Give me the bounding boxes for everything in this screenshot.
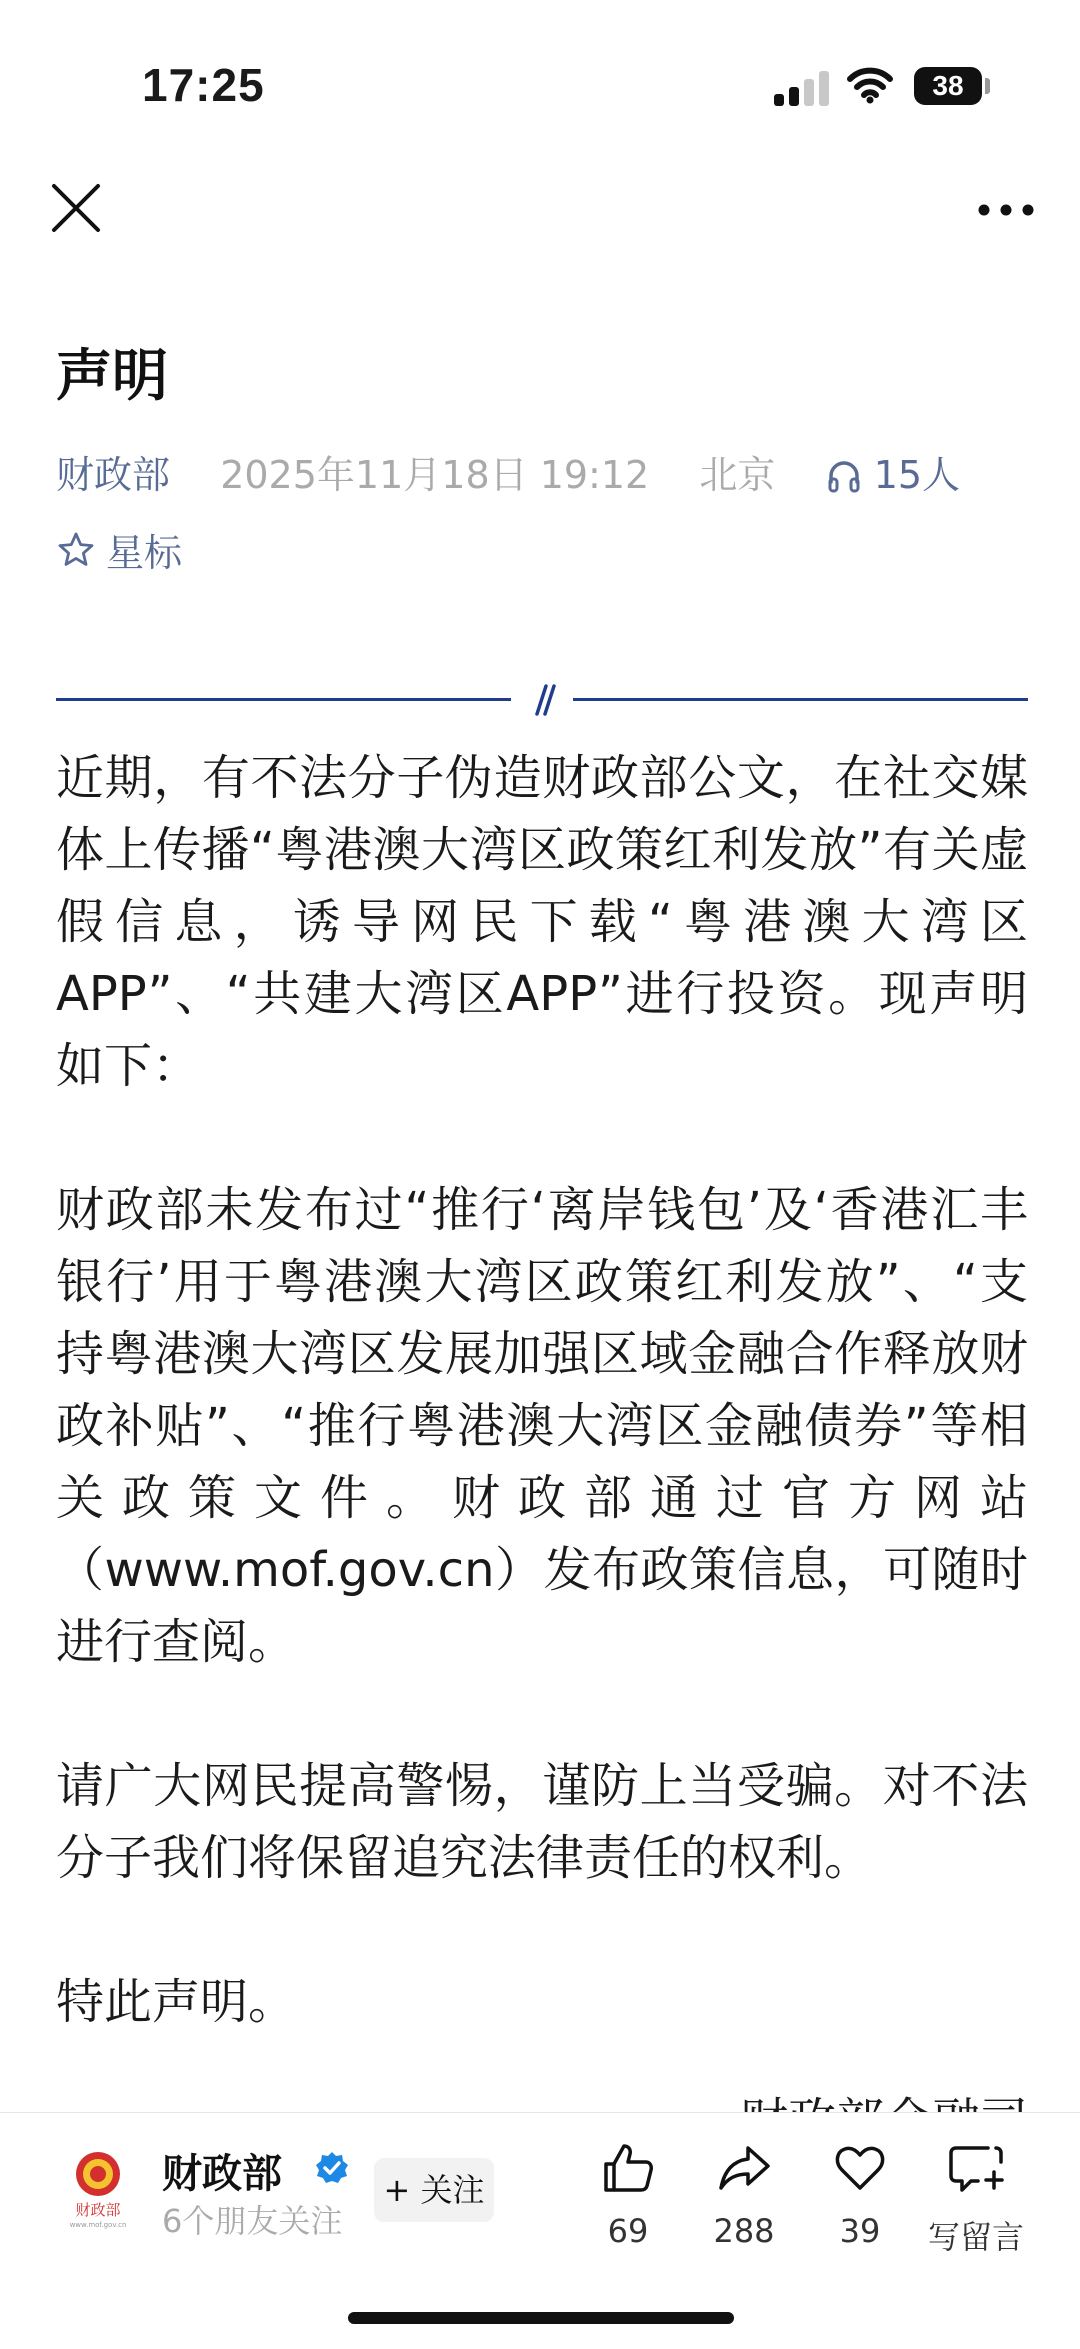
close-icon xyxy=(48,180,104,236)
listener-count: 15人 xyxy=(873,453,961,497)
headphones-icon xyxy=(826,458,862,494)
divider-line-right xyxy=(573,698,1028,701)
article-title: 声明 xyxy=(56,344,168,409)
comment-label: 写留言 xyxy=(927,2218,1024,2256)
share-button[interactable] xyxy=(684,2138,804,2250)
like-count: 69 xyxy=(607,2212,649,2250)
battery-cap xyxy=(985,78,990,94)
status-time: 17:25 xyxy=(142,59,265,111)
close-button[interactable] xyxy=(48,180,104,236)
more-button[interactable] xyxy=(976,192,1036,228)
article-meta xyxy=(56,444,960,499)
author-link[interactable]: 财政部 xyxy=(56,453,171,497)
account-logo[interactable] xyxy=(62,2148,134,2230)
heart-icon xyxy=(800,2138,920,2198)
article-body xyxy=(56,742,1028,2110)
paragraph: 近期，有不法分子伪造财政部公文，在社交媒体上传播“粤港澳大湾区政策红利发放”有关虚假信息，诱导网民下载“粤港澳大湾区APP”、“共建大湾区APP”进行投资。现声明如下： xyxy=(56,750,1028,1094)
paragraph: 特此声明。 xyxy=(56,1974,297,2030)
star-label: 星标 xyxy=(106,531,183,575)
home-indicator[interactable] xyxy=(348,2312,734,2324)
thumbs-up-icon xyxy=(568,2138,688,2198)
comment-button[interactable] xyxy=(916,2138,1036,2258)
friends-following: 6个朋友关注 xyxy=(162,2202,343,2240)
cellular-signal-icon xyxy=(774,70,830,106)
like-button[interactable] xyxy=(568,2138,688,2250)
battery-icon: 38 xyxy=(914,67,982,105)
paragraph: 请广大网民提高警惕，谨防上当受骗。对不法分子我们将保留追究法律责任的权利。 xyxy=(56,1758,1028,1886)
comment-icon xyxy=(916,2138,1036,2198)
wifi-icon xyxy=(846,66,894,108)
more-icon xyxy=(976,192,1036,228)
logo-text: 财政部 xyxy=(75,2201,121,2219)
star-button[interactable] xyxy=(56,522,182,577)
divider-slash-icon xyxy=(524,680,560,720)
share-count: 288 xyxy=(713,2212,775,2250)
paragraph: 财政部未发布过“推行‘离岸钱包’及‘香港汇丰银行’用于粤港澳大湾区政策红利发放”、“支持粤港澳大湾区发展加强区域金融合作释放财政补贴”、“推行粤港澳大湾区金融债券”等相关政策文件。财政部通过官方网站（www.mof.gov.cn）发布政策信息，可随时进行查阅。 xyxy=(56,1182,1028,1670)
divider-line-left xyxy=(56,698,511,701)
account-name[interactable]: 财政部 xyxy=(162,2151,282,2197)
star-icon xyxy=(56,530,96,570)
logo-url: www.mof.gov.cn xyxy=(69,2221,127,2229)
follow-button[interactable]: + 关注 xyxy=(374,2158,494,2222)
favorite-button[interactable] xyxy=(800,2138,920,2250)
listen-button[interactable] xyxy=(826,453,960,497)
verified-badge-icon xyxy=(314,2150,350,2186)
publish-date: 2025年11月18日 19:12 xyxy=(220,453,650,497)
favorite-count: 39 xyxy=(839,2212,881,2250)
share-icon xyxy=(684,2138,804,2198)
publish-location: 北京 xyxy=(699,453,776,497)
